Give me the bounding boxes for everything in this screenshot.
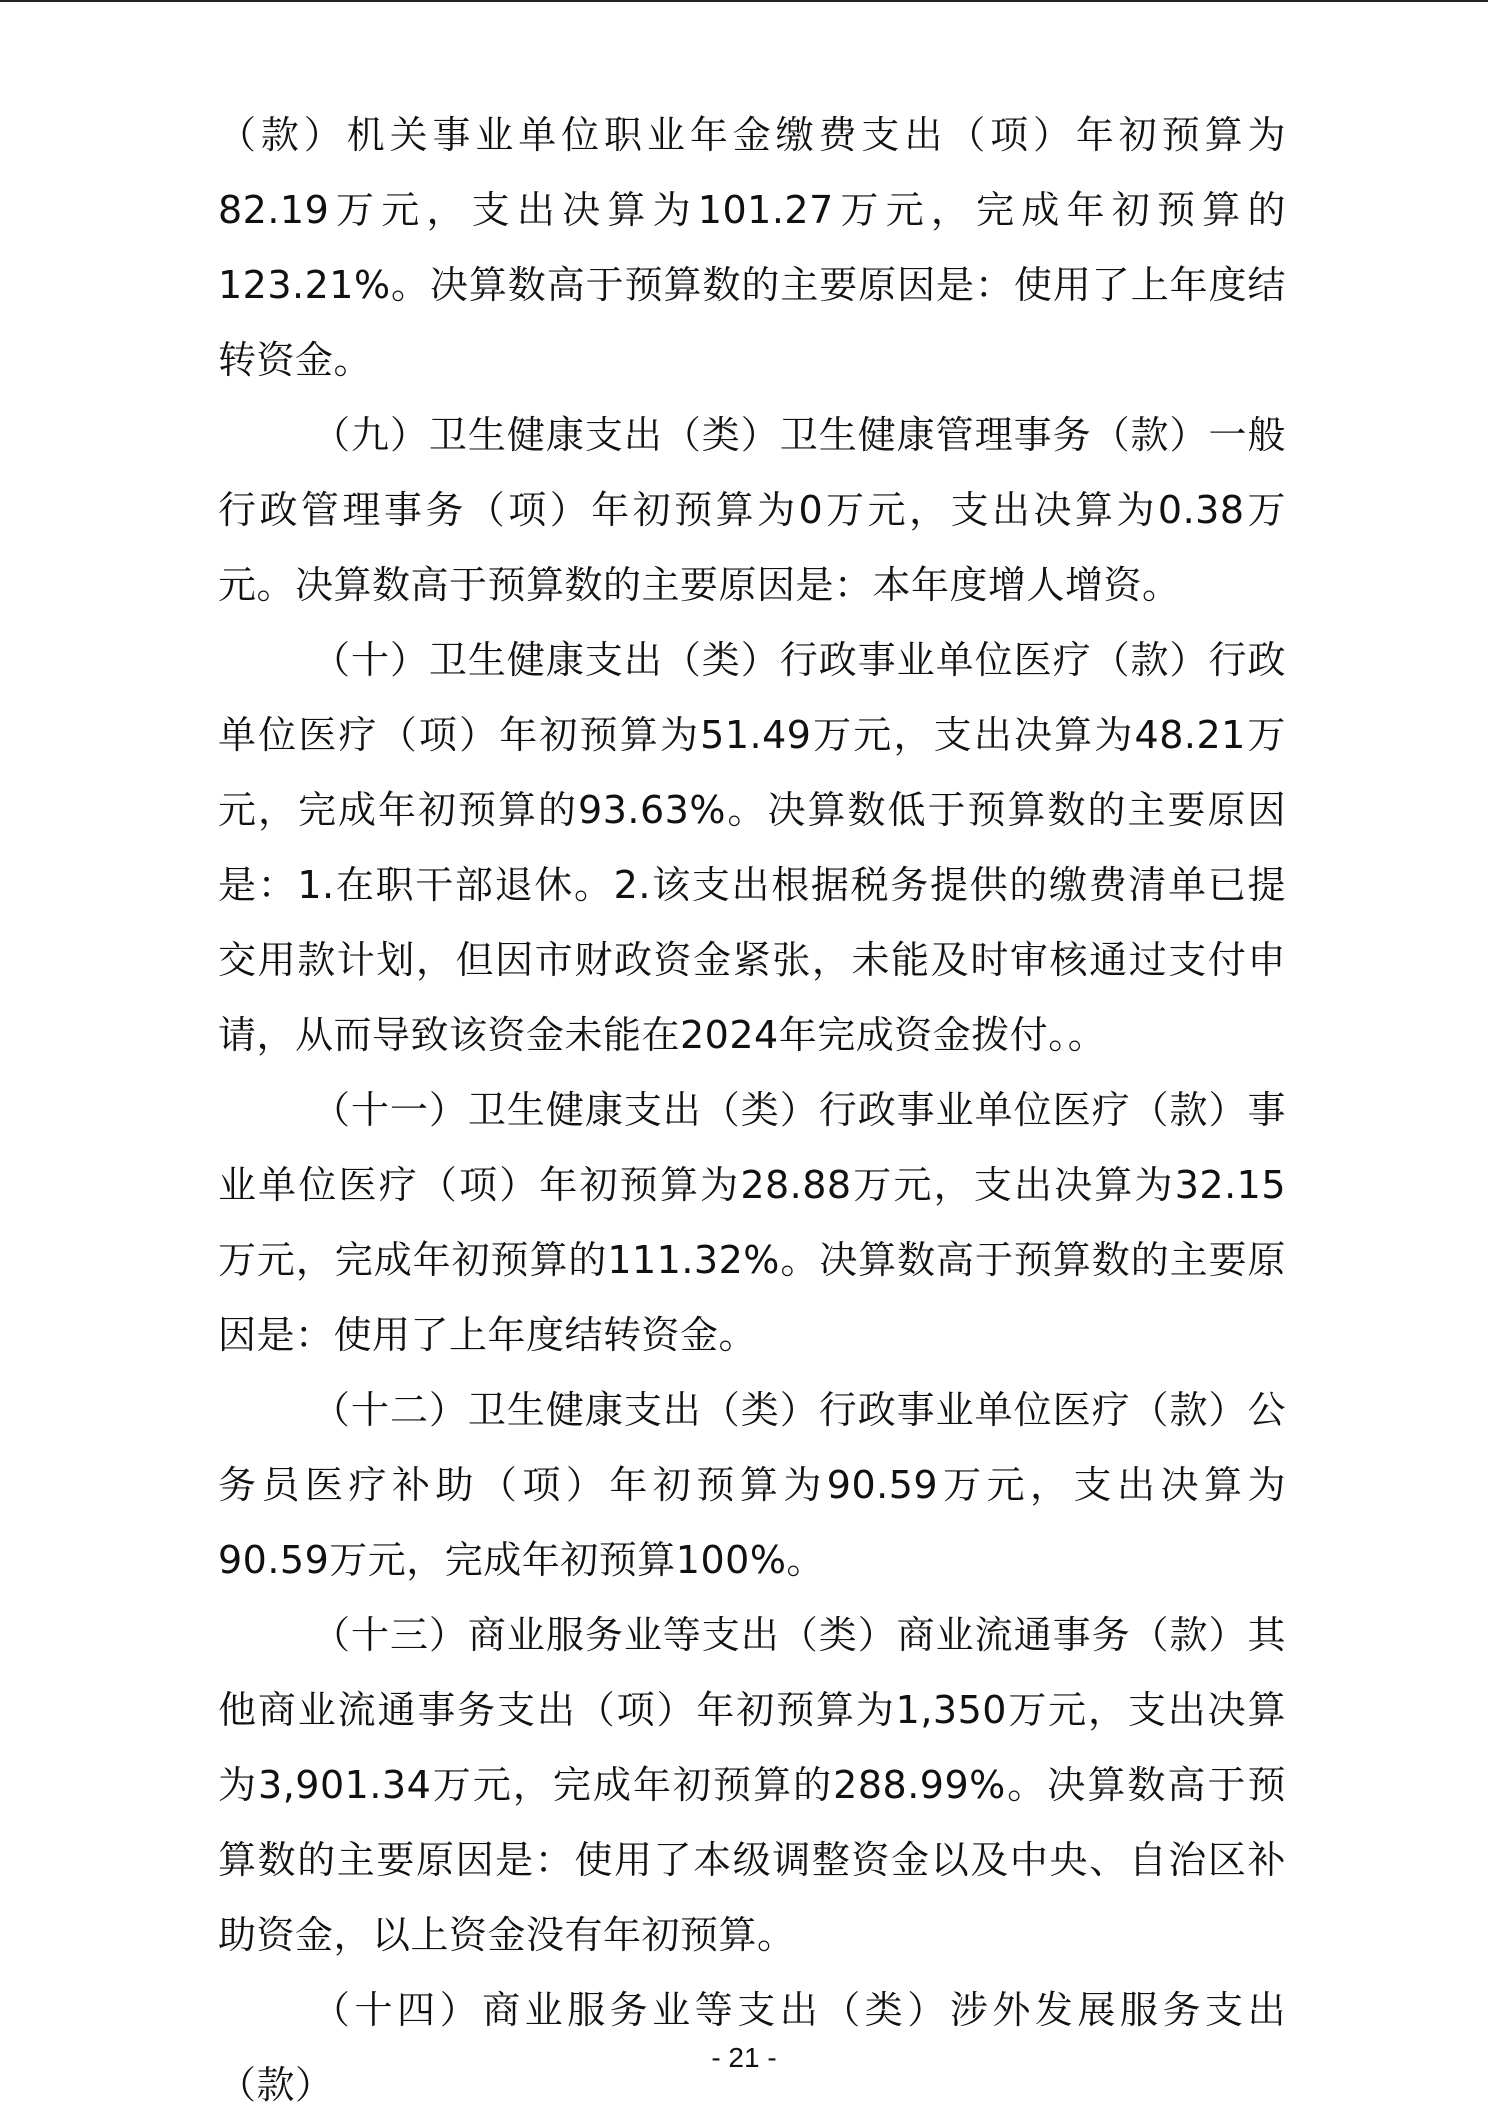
paragraph-10: （十）卫生健康支出（类）行政事业单位医疗（款）行政单位医疗（项）年初预算为51.49万元，支出决算为48.21万元，完成年初预算的93.63%。决算数低于预算数的主要原因是：1.在职干部退休。2.该支出根据税务提供的缴费清单已提交用款计划，但因市财政资金紧张，未能及时审核通过支付申请，从而导致该资金未能在2024年完成资金拨付。。 — [218, 638, 1286, 1057]
document-body — [218, 98, 1286, 2123]
page-number: - 21 - — [711, 2042, 777, 2073]
paragraph-9: （九）卫生健康支出（类）卫生健康管理事务（款）一般行政管理事务（项）年初预算为0万元，支出决算为0.38万元。决算数高于预算数的主要原因是：本年度增人增资。 — [218, 413, 1286, 607]
paragraph-12: （十二）卫生健康支出（类）行政事业单位医疗（款）公务员医疗补助（项）年初预算为90.59万元，支出决算为90.59万元，完成年初预算100%。 — [218, 1388, 1286, 1582]
page-top-border — [0, 0, 1488, 2]
paragraph-11: （十一）卫生健康支出（类）行政事业单位医疗（款）事业单位医疗（项）年初预算为28.88万元，支出决算为32.15万元，完成年初预算的111.32%。决算数高于预算数的主要原因是：使用了上年度结转资金。 — [218, 1088, 1286, 1357]
paragraph-14: （十四）商业服务业等支出（类）涉外发展服务支出（款） — [218, 1988, 1286, 2107]
paragraph-13: （十三）商业服务业等支出（类）商业流通事务（款）其他商业流通事务支出（项）年初预算为1,350万元，支出决算为3,901.34万元，完成年初预算的288.99%。决算数高于预算数的主要原因是：使用了本级调整资金以及中央、自治区补助资金，以上资金没有年初预算。 — [218, 1613, 1286, 1957]
paragraph-1: （款）机关事业单位职业年金缴费支出（项）年初预算为82.19万元，支出决算为101.27万元，完成年初预算的123.21%。决算数高于预算数的主要原因是：使用了上年度结转资金。 — [218, 113, 1286, 382]
